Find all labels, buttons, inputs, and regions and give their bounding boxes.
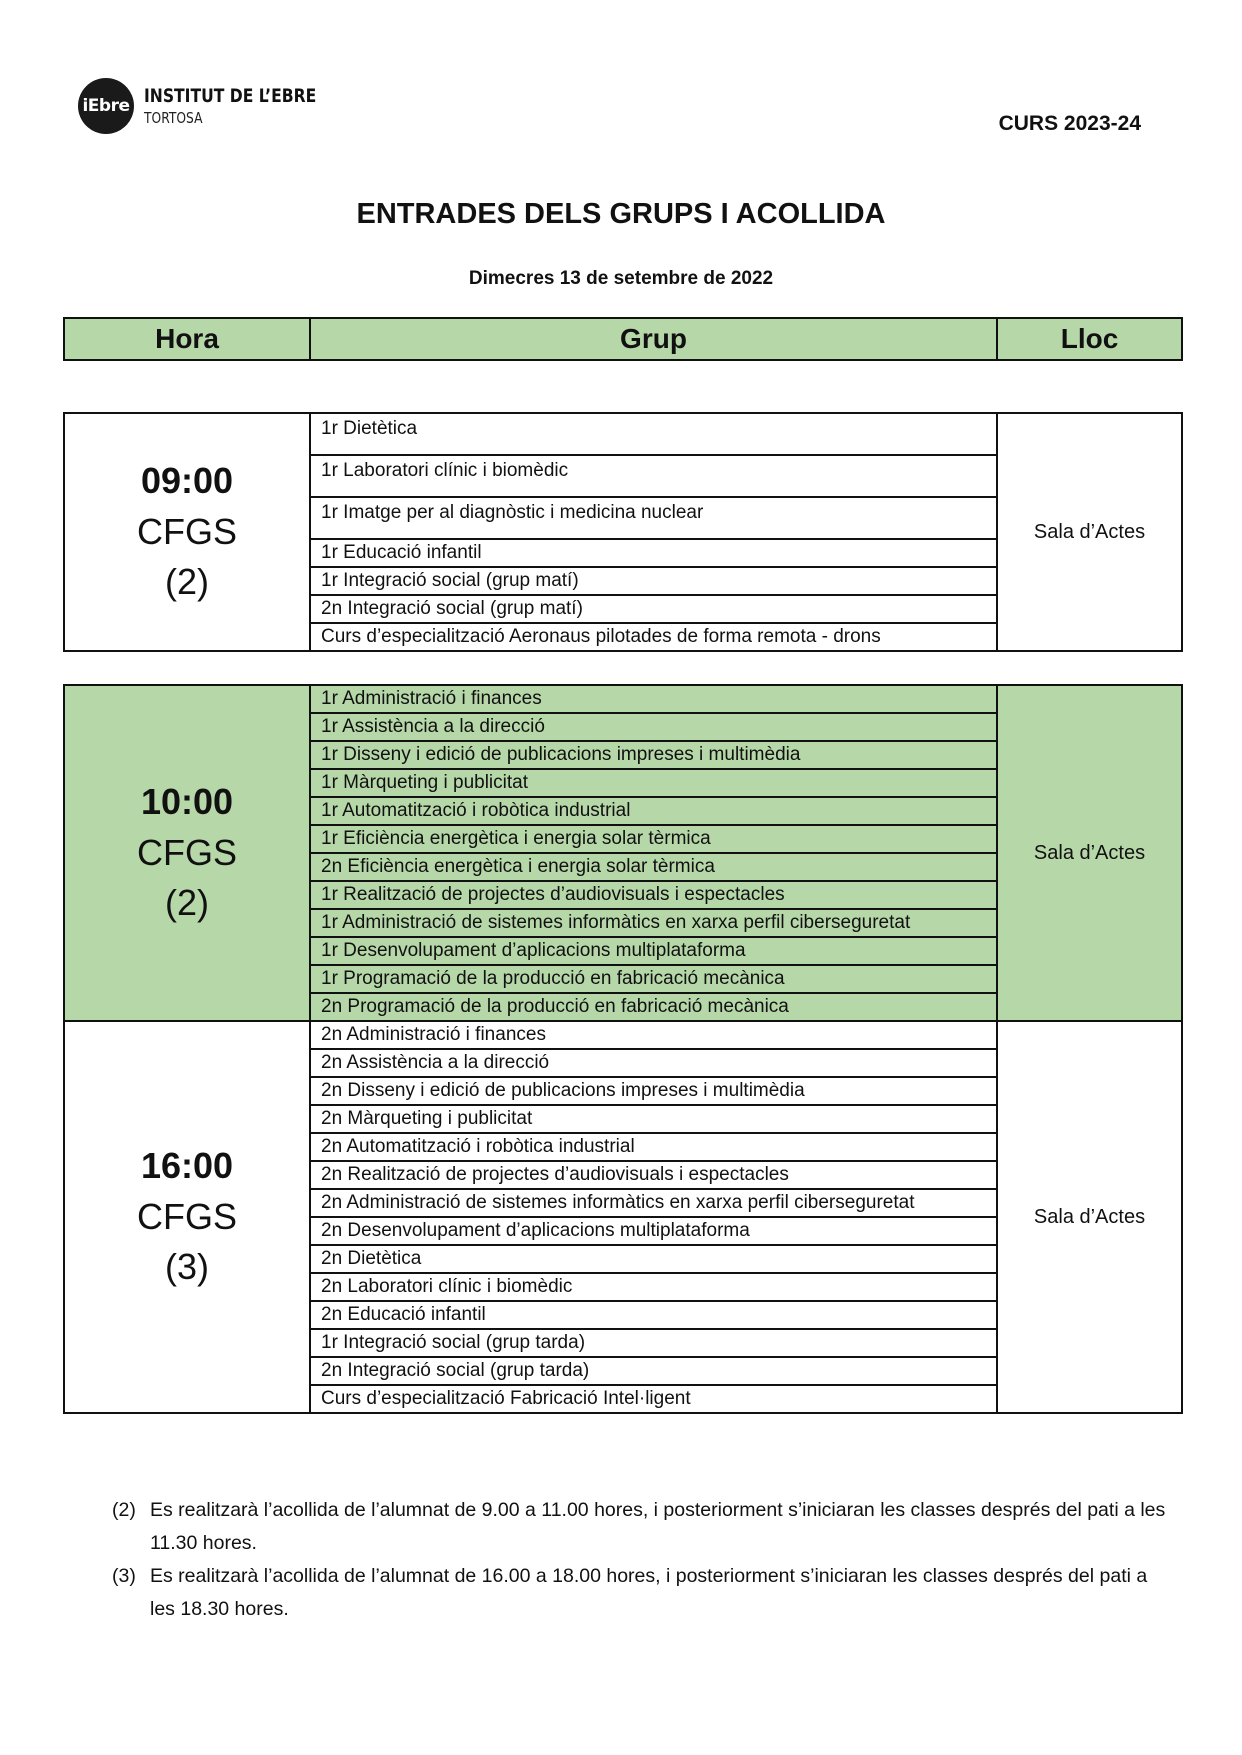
group-cell: 2n Integració social (grup tarda): [310, 1357, 997, 1385]
group-cell: 2n Automatització i robòtica industrial: [310, 1133, 997, 1161]
footnote-text: Es realitzarà l’acollida de l’alumnat de 9.00 a 11.00 hores, i posteriorment s’iniciaran les classes després del pati a les 11.30 hores.: [150, 1499, 1166, 1554]
school-logo: [78, 78, 354, 134]
group-cell: 1r Integració social (grup matí): [310, 567, 997, 595]
group-cell: 1r Programació de la producció en fabricació mecànica: [310, 965, 997, 993]
block-type: CFGS: [136, 510, 237, 552]
footnote-text: Es realitzarà l’acollida de l’alumnat de 16.00 a 18.00 hores, i posteriorment s’iniciaran les classes després del pati a les 18.30 hores.: [150, 1565, 1148, 1620]
page-title: ENTRADES DELS GRUPS I ACOLLIDA: [356, 198, 886, 230]
block-note: (3): [165, 1246, 209, 1288]
schedule-header: [63, 317, 1183, 361]
block-lloc-cell: Sala d’Actes: [997, 685, 1182, 1021]
footnotes: [112, 1494, 1172, 1626]
group-cell: 1r Disseny i edició de publicacions impreses i multimèdia: [310, 741, 997, 769]
header-hora: Hora: [64, 318, 310, 360]
block-type: CFGS: [136, 1195, 237, 1237]
group-cell: 1r Dietètica: [310, 413, 997, 455]
group-cell: 2n Dietètica: [310, 1245, 997, 1273]
group-cell: 1r Desenvolupament d’aplicacions multiplataforma: [310, 937, 997, 965]
block-hora-cell: [64, 685, 310, 1021]
group-cell: Curs d’especialització Aeronaus pilotades de forma remota - drons: [310, 623, 997, 651]
group-cell: 2n Màrqueting i publicitat: [310, 1105, 997, 1133]
schedule-block-0900: [64, 413, 1182, 651]
block-type: CFGS: [136, 831, 237, 873]
group-cell: 2n Integració social (grup matí): [310, 595, 997, 623]
school-city: TORTOSA: [144, 108, 203, 127]
schedule-block-1000: [64, 685, 1182, 1021]
block-note: (2): [165, 882, 209, 924]
group-cell: 2n Administració i finances: [310, 1021, 997, 1049]
group-cell: 1r Assistència a la direcció: [310, 713, 997, 741]
group-cell: 2n Eficiència energètica i energia solar tèrmica: [310, 853, 997, 881]
group-cell: 1r Laboratori clínic i biomèdic: [310, 455, 997, 497]
group-cell: 1r Administració i finances: [310, 685, 997, 713]
group-cell: 1r Integració social (grup tarda): [310, 1329, 997, 1357]
schedule-block-1600: [64, 1021, 1182, 1413]
block-note: (2): [165, 561, 209, 603]
header-grup: Grup: [310, 318, 997, 360]
schedule-table-main: [63, 684, 1183, 1414]
group-cell: 2n Realització de projectes d’audiovisuals i espectacles: [310, 1161, 997, 1189]
group-cell: 2n Laboratori clínic i biomèdic: [310, 1273, 997, 1301]
group-cell: 1r Realització de projectes d’audiovisuals i espectacles: [310, 881, 997, 909]
group-cell: 2n Assistència a la direcció: [310, 1049, 997, 1077]
group-cell: 2n Administració de sistemes informàtics en xarxa perfil ciberseguretat: [310, 1189, 997, 1217]
footnote-mark: (2): [112, 1499, 136, 1521]
footnote-3: [112, 1560, 1172, 1626]
group-cell: Curs d’especialització Fabricació Intel·ligent: [310, 1385, 997, 1413]
logo-mark: iEbre: [78, 78, 134, 134]
group-cell: 1r Imatge per al diagnòstic i medicina nuclear: [310, 497, 997, 539]
group-cell: 1r Màrqueting i publicitat: [310, 769, 997, 797]
group-cell: 2n Desenvolupament d’aplicacions multiplataforma: [310, 1217, 997, 1245]
page-date: Dimecres 13 de setembre de 2022: [468, 268, 774, 289]
footnote-mark: (3): [112, 1565, 136, 1587]
school-year: CURS 2023-24: [998, 112, 1141, 135]
group-cell: 2n Disseny i edició de publicacions impreses i multimèdia: [310, 1077, 997, 1105]
school-name: INSTITUT DE L’EBRE: [144, 84, 317, 107]
group-cell: 1r Eficiència energètica i energia solar tèrmica: [310, 825, 997, 853]
block-hora-cell: [64, 413, 310, 651]
group-cell: 2n Educació infantil: [310, 1301, 997, 1329]
block-time: 16:00: [140, 1145, 234, 1187]
block-time: 10:00: [140, 781, 234, 823]
block-lloc-cell: Sala d’Actes: [997, 413, 1182, 651]
group-cell: 2n Programació de la producció en fabricació mecànica: [310, 993, 997, 1021]
block-hora-cell: [64, 1021, 310, 1413]
table-row: [64, 413, 1182, 455]
table-row: [64, 685, 1182, 713]
block-time: 09:00: [140, 460, 234, 502]
block-lloc-cell: Sala d’Actes: [997, 1021, 1182, 1413]
group-cell: 1r Automatització i robòtica industrial: [310, 797, 997, 825]
group-cell: 1r Educació infantil: [310, 539, 997, 567]
header-lloc: Lloc: [997, 318, 1182, 360]
group-cell: 1r Administració de sistemes informàtics en xarxa perfil ciberseguretat: [310, 909, 997, 937]
schedule-table-morning: [63, 412, 1183, 652]
table-row: [64, 1021, 1182, 1049]
footnote-2: [112, 1494, 1172, 1560]
